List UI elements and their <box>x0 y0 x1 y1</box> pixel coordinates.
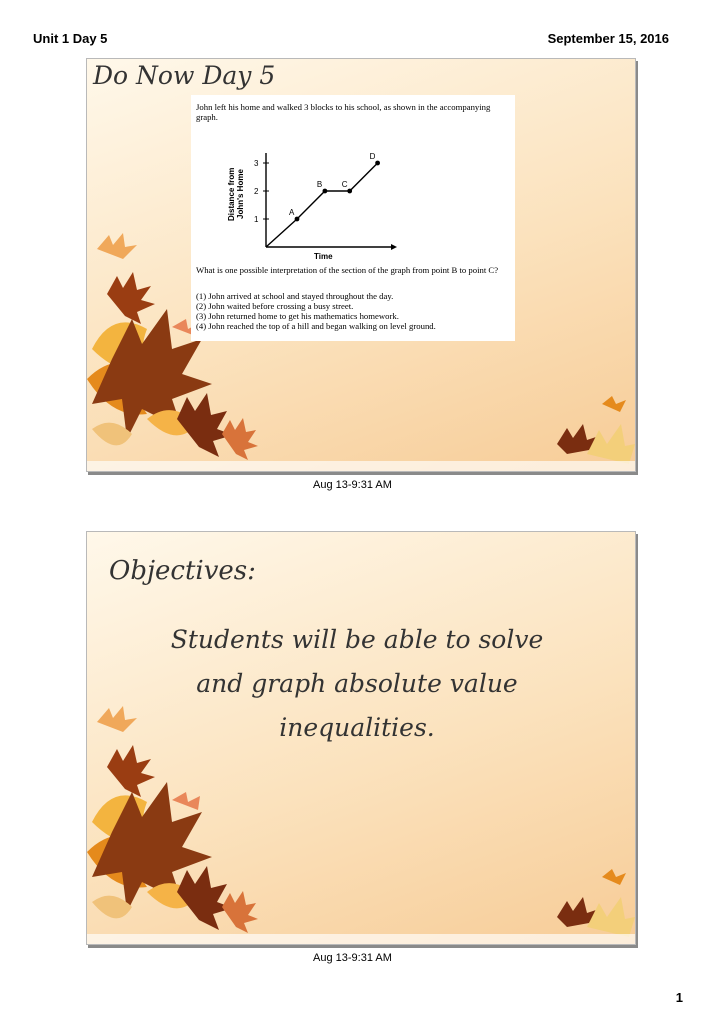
x-axis-label: Time <box>314 252 333 259</box>
y-tick-label: 1 <box>254 215 259 224</box>
slide-objectives <box>86 531 636 945</box>
leaf-cluster-right <box>557 396 635 464</box>
graph-point <box>295 217 300 222</box>
distance-time-graph <box>221 139 401 259</box>
page-number: 1 <box>675 990 683 1005</box>
y-axis-label: Distance from <box>227 167 236 221</box>
graph-point-label: C <box>341 180 348 189</box>
problem-question: What is one possible interpretation of the section of the graph from point B to point C? <box>196 265 499 275</box>
problem-card <box>191 95 515 341</box>
graph-point <box>323 189 328 194</box>
choice-2: (2) John waited before crossing a busy street. <box>196 301 354 311</box>
graph-point-label: A <box>289 208 295 217</box>
x-axis-arrow <box>391 244 397 250</box>
graph-line <box>266 163 378 247</box>
header-date: September 15, 2016 <box>547 31 669 46</box>
graph-point <box>375 161 380 166</box>
graph-point <box>347 189 352 194</box>
y-tick-label: 2 <box>254 187 259 196</box>
problem-intro: John left his home and walked 3 blocks to his school, as shown in the accompanying graph. <box>196 102 491 122</box>
y-axis-label: John's Home <box>236 169 245 219</box>
slide-title: Do Now Day 5 <box>93 61 276 90</box>
choice-4: (4) John reached the top of a hill and began walking on level ground. <box>196 321 436 331</box>
slide-timestamp: Aug 13-9:31 AM <box>313 952 392 964</box>
y-tick-label: 3 <box>254 159 259 168</box>
choice-1: (1) John arrived at school and stayed throughout the day. <box>196 291 394 301</box>
choice-list <box>196 291 436 331</box>
choice-3: (3) John returned home to get his mathematics homework. <box>196 311 399 321</box>
graph-point-label: D <box>369 152 376 161</box>
slide-title: Objectives: <box>109 556 256 586</box>
slide-do-now <box>86 58 636 472</box>
header-unit-day: Unit 1 Day 5 <box>33 31 108 46</box>
leaf-cluster-right <box>557 869 635 937</box>
objective-text: Students will be able to solve and graph absolute value inequalities. <box>170 625 544 742</box>
slide-timestamp: Aug 13-9:31 AM <box>313 479 392 491</box>
graph-point-label: B <box>316 180 323 189</box>
